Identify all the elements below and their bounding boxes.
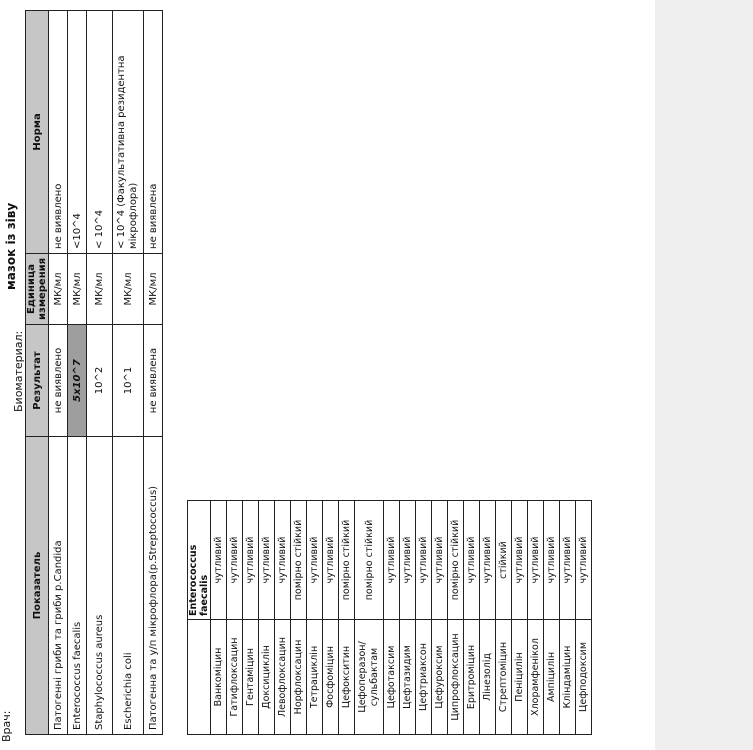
sensitivity-status: чутливий [416,501,432,620]
antibiogram-row [339,501,355,735]
drug-name: Цефокситин [339,620,355,735]
sensitivity-status: чутливий [544,501,560,620]
col-result: Результат [26,325,49,437]
col-indicator: Показатель [26,437,49,735]
sensitivity-status: помірно стійкий [291,501,307,620]
indicator-cell: Escherichia coli [113,437,144,735]
sensitivity-status: помірно стійкий [448,501,464,620]
drug-name: Хлорамфенікол [528,620,544,735]
antibiogram-row [512,501,528,735]
sensitivity-status: чутливий [432,501,448,620]
drug-name: Лінезолід [480,620,496,735]
drug-name: Ципрофлоксацин [448,620,464,735]
unit-cell: МК/мл [68,253,87,324]
biomaterial-label: Биоматериал: [12,330,25,412]
drug-name: Тетрациклін [307,620,323,735]
antibiogram-row [528,501,544,735]
sensitivity-status: чутливий [480,501,496,620]
sensitivity-status: помірно стійкий [355,501,384,620]
indicator-cell: Патогенна та у/п мікрофлора(p.Streptococcus) [144,437,163,735]
sensitivity-status: стійкий [496,501,512,620]
antibiogram-row [307,501,323,735]
drug-name: Фосфоміцин [323,620,339,735]
sensitivity-status: чутливий [400,501,416,620]
sensitivity-status: чутливий [211,501,227,620]
antibiogram-organism: Enterococcus faecalis [188,501,211,620]
drug-name: Ампіцилін [544,620,560,735]
result-cell: не виявлено [49,325,68,437]
indicator-cell: Патогенні гриби та гриби p.Candida [49,437,68,735]
norm-cell: < 10^4 [87,10,113,253]
sensitivity-status: чутливий [259,501,275,620]
antibiogram-table [187,500,592,735]
drug-name: Левофлоксацин [275,620,291,735]
antibiogram-row [275,501,291,735]
table-row [49,10,68,734]
antibiogram-blank-cell [188,620,211,735]
antibiogram-row [464,501,480,735]
drug-name: Доксициклін [259,620,275,735]
sensitivity-status: чутливий [243,501,259,620]
antibiogram-row [323,501,339,735]
norm-cell: не виявлена [144,10,163,253]
sensitivity-status: чутливий [512,501,528,620]
drug-name: Цефотаксим [384,620,400,735]
table-row [144,10,163,734]
norm-cell: < 10^4 (Факультативна резидентна мікрофлора) [113,10,144,253]
indicator-cell: Staphylococcus aureus [87,437,113,735]
drug-name: Стрептоміцин [496,620,512,735]
antibiogram-row [448,501,464,735]
sensitivity-status: помірно стійкий [339,501,355,620]
antibiogram-row [243,501,259,735]
drug-name: Гатифлоксацин [227,620,243,735]
results-table [25,10,163,735]
antibiogram-row [560,501,576,735]
sensitivity-status: чутливий [576,501,592,620]
antibiogram-row [496,501,512,735]
sensitivity-status: чутливий [528,501,544,620]
result-cell: 10^2 [87,325,113,437]
sensitivity-status: чутливий [307,501,323,620]
antibiogram-row [432,501,448,735]
antibiogram-header-row [188,501,211,735]
drug-name: Гентаміцин [243,620,259,735]
antibiogram-row [480,501,496,735]
result-cell-highlighted: 5x10^7 [68,325,87,437]
result-cell: 10^1 [113,325,144,437]
drug-name: Норфлоксацин [291,620,307,735]
biomaterial-value: мазок із зіву [4,202,18,290]
drug-name: Ванкоміцин [211,620,227,735]
sensitivity-status: чутливий [227,501,243,620]
result-cell: не виявлена [144,325,163,437]
sensitivity-status: чутливий [464,501,480,620]
unit-cell: МК/мл [113,253,144,324]
antibiogram-row [416,501,432,735]
unit-cell: МК/мл [87,253,113,324]
antibiogram-row [211,501,227,735]
antibiogram-row [576,501,592,735]
col-unit: Единица измерения [26,253,49,324]
drug-name: Цефоперазон/сульбактам [355,620,384,735]
antibiogram-row [544,501,560,735]
sensitivity-status: чутливий [560,501,576,620]
drug-name: Кліндаміцин [560,620,576,735]
antibiogram-row [384,501,400,735]
drug-name: Цефуроксим [432,620,448,735]
unit-cell: МК/мл [49,253,68,324]
antibiogram-row [400,501,416,735]
drug-name: Цефтриаксон [416,620,432,735]
sensitivity-status: чутливий [323,501,339,620]
unit-cell: МК/мл [144,253,163,324]
table-row [68,10,87,734]
antibiogram-row [259,501,275,735]
side-panel [655,0,753,750]
table-row [113,10,144,734]
doctor-label: Врач: [0,710,13,742]
sensitivity-status: чутливий [384,501,400,620]
antibiogram-row [227,501,243,735]
drug-name: Цефподоксим [576,620,592,735]
antibiogram-row [355,501,384,735]
col-norm: Норма [26,10,49,253]
norm-cell: не виявлено [49,10,68,253]
indicator-cell: Enterococcus faecalis [68,437,87,735]
drug-name: Пеніцилін [512,620,528,735]
norm-cell: <10^4 [68,10,87,253]
drug-name: Еритроміцин [464,620,480,735]
table-row [87,10,113,734]
drug-name: Цефтазидим [400,620,416,735]
antibiogram-row [291,501,307,735]
sensitivity-status: чутливий [275,501,291,620]
